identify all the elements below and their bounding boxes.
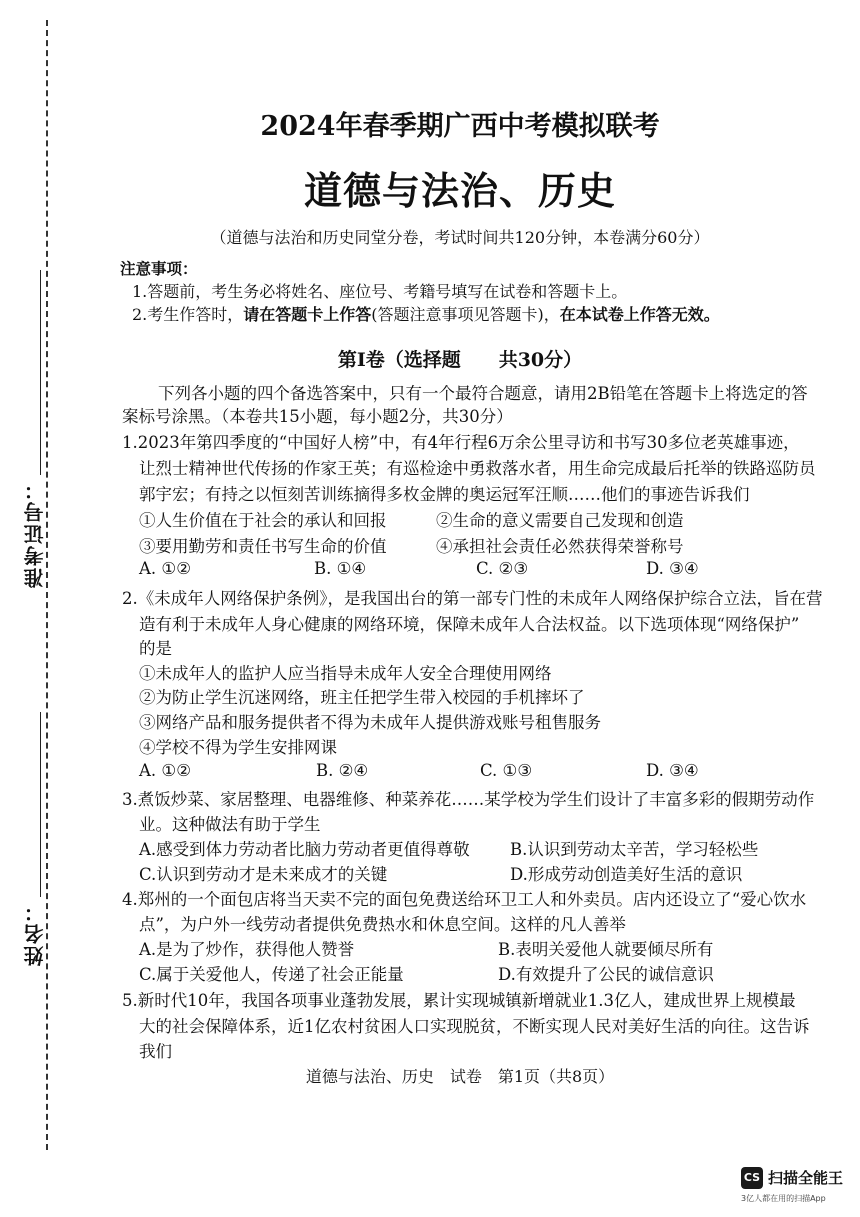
q3-option-b: B.认识到劳动太辛苦，学习轻松些 [510,840,759,859]
q2-statement-1: ①未成年人的监护人应当指导未成年人安全合理使用网络 [139,664,552,683]
q2-statement-4: ④学校不得为学生安排网课 [139,738,337,757]
subject-title: 道德与法治、历史 [303,168,616,213]
q1-statement-4: ④承担社会责任必然获得荣誉称号 [436,537,684,556]
q2-statement-2: ②为防止学生沉迷网络，班主任把学生带入校园的手机摔坏了 [139,688,585,707]
name-label: 姓名： [23,900,47,966]
q3-option-c: C.认识到劳动才是未来成才的关键 [139,865,388,884]
exam-id-blank [40,270,41,475]
notes-item-2: 2.考生作答时，请在答题卡上作答(答题注意事项见答题卡)，在本试卷上作答无效。 [132,305,720,324]
q1-statement-1: ①人生价值在于社会的承认和回报 [139,511,387,530]
section-intro-line-1: 下列各小题的四个备选答案中，只有一个最符合题意，请用2B铅笔在答题卡上将选定的答 [158,384,808,403]
q2-statement-3: ③网络产品和服务提供者不得为未成年人提供游戏账号租售服务 [139,713,601,732]
name-blank [40,712,41,897]
exam-title: 2024年春季期广西中考模拟联考 [260,111,660,142]
q1-option-c: C. ②③ [476,559,529,578]
q2-option-a: A. ①② [139,761,191,780]
q1-option-b: B. ①④ [314,559,367,578]
q2-line-1: 2.《未成年人网络保护条例》，是我国出台的第一部专门性的未成年人网络保护综合立法，旨在营 [122,589,823,608]
page-footer: 道德与法治、历史 试卷 第1页（共8页） [305,1067,615,1086]
q4-option-a: A.是为了炒作，获得他人赞誉 [139,940,355,959]
q5-line-1: 5.新时代10年，我国各项事业蓬勃发展，累计实现城镇新增就业1.3亿人，建成世界上规模最 [122,991,796,1010]
exam-id-label: 准考证号： [23,478,47,588]
camscanner-app-name: 扫描全能王 [768,1169,844,1187]
q1-statement-2: ②生命的意义需要自己发现和创造 [436,511,684,530]
q5-line-3: 我们 [139,1042,172,1061]
camscanner-logo-icon: CS [741,1167,763,1189]
q3-line-1: 3.煮饭炒菜、家居整理、电器维修、种菜养花……某学校为学生们设计了丰富多彩的假期劳动作 [122,790,815,809]
q2-option-c: C. ①③ [480,761,533,780]
q1-statement-3: ③要用勤劳和责任书写生命的价值 [139,537,387,556]
exam-subtitle: （道德与法治和历史同堂分卷，考试时间共120分钟，本卷满分60分） [210,228,710,247]
q2-option-d: D. ③④ [646,761,699,780]
q2-line-2: 造有利于未成年人身心健康的网络环境，保障未成年人合法权益。以下选项体现“网络保护” [139,615,800,634]
q1-line-3: 郭宇宏；有持之以恒刻苦训练摘得多枚金牌的奥运冠军汪顺……他们的事迹告诉我们 [139,485,750,504]
q4-option-c: C.属于关爱他人，传递了社会正能量 [139,965,404,984]
q4-option-b: B.表明关爱他人就要倾尽所有 [498,940,714,959]
q4-line-1: 4.郑州的一个面包店将当天卖不完的面包免费送给环卫工人和外卖员。店内还设立了“爱心饮水 [122,890,807,909]
notes-item-1: 1.答题前，考生务必将姓名、座位号、考籍号填写在试卷和答题卡上。 [132,282,628,301]
q1-line-1: 1.2023年第四季度的“中国好人榜”中，有4年行程6万余公里寻访和书写30多位老英雄事迹， [122,433,800,452]
q2-option-b: B. ②④ [316,761,369,780]
q4-option-d: D.有效提升了公民的诚信意识 [498,965,714,984]
section-title: 第Ⅰ卷（选择题 共30分） [337,349,583,371]
q1-option-a: A. ①② [139,559,191,578]
q2-line-3: 的是 [139,639,172,658]
q3-line-2: 业。这种做法有助于学生 [139,815,321,834]
q3-option-a: A.感受到体力劳动者比脑力劳动者更值得尊敬 [139,840,470,859]
camscanner-tagline: 3亿人都在用的扫描App [741,1194,826,1203]
section-intro-line-2: 案标号涂黑。（本卷共15小题，每小题2分，共30分） [122,407,513,426]
notes-heading: 注意事项： [120,259,198,278]
q4-line-2: 点”，为户外一线劳动者提供免费热水和休息空间。这样的凡人善举 [139,915,626,934]
q5-line-2: 大的社会保障体系，近1亿农村贫困人口实现脱贫，不断实现人民对美好生活的向往。这告诉 [139,1017,810,1036]
q1-option-d: D. ③④ [646,559,699,578]
q1-line-2: 让烈士精神世代传扬的作家王英；有巡检途中勇救落水者，用生命完成最后托举的铁路巡防员 [139,459,816,478]
q3-option-d: D.形成劳动创造美好生活的意识 [510,865,743,884]
